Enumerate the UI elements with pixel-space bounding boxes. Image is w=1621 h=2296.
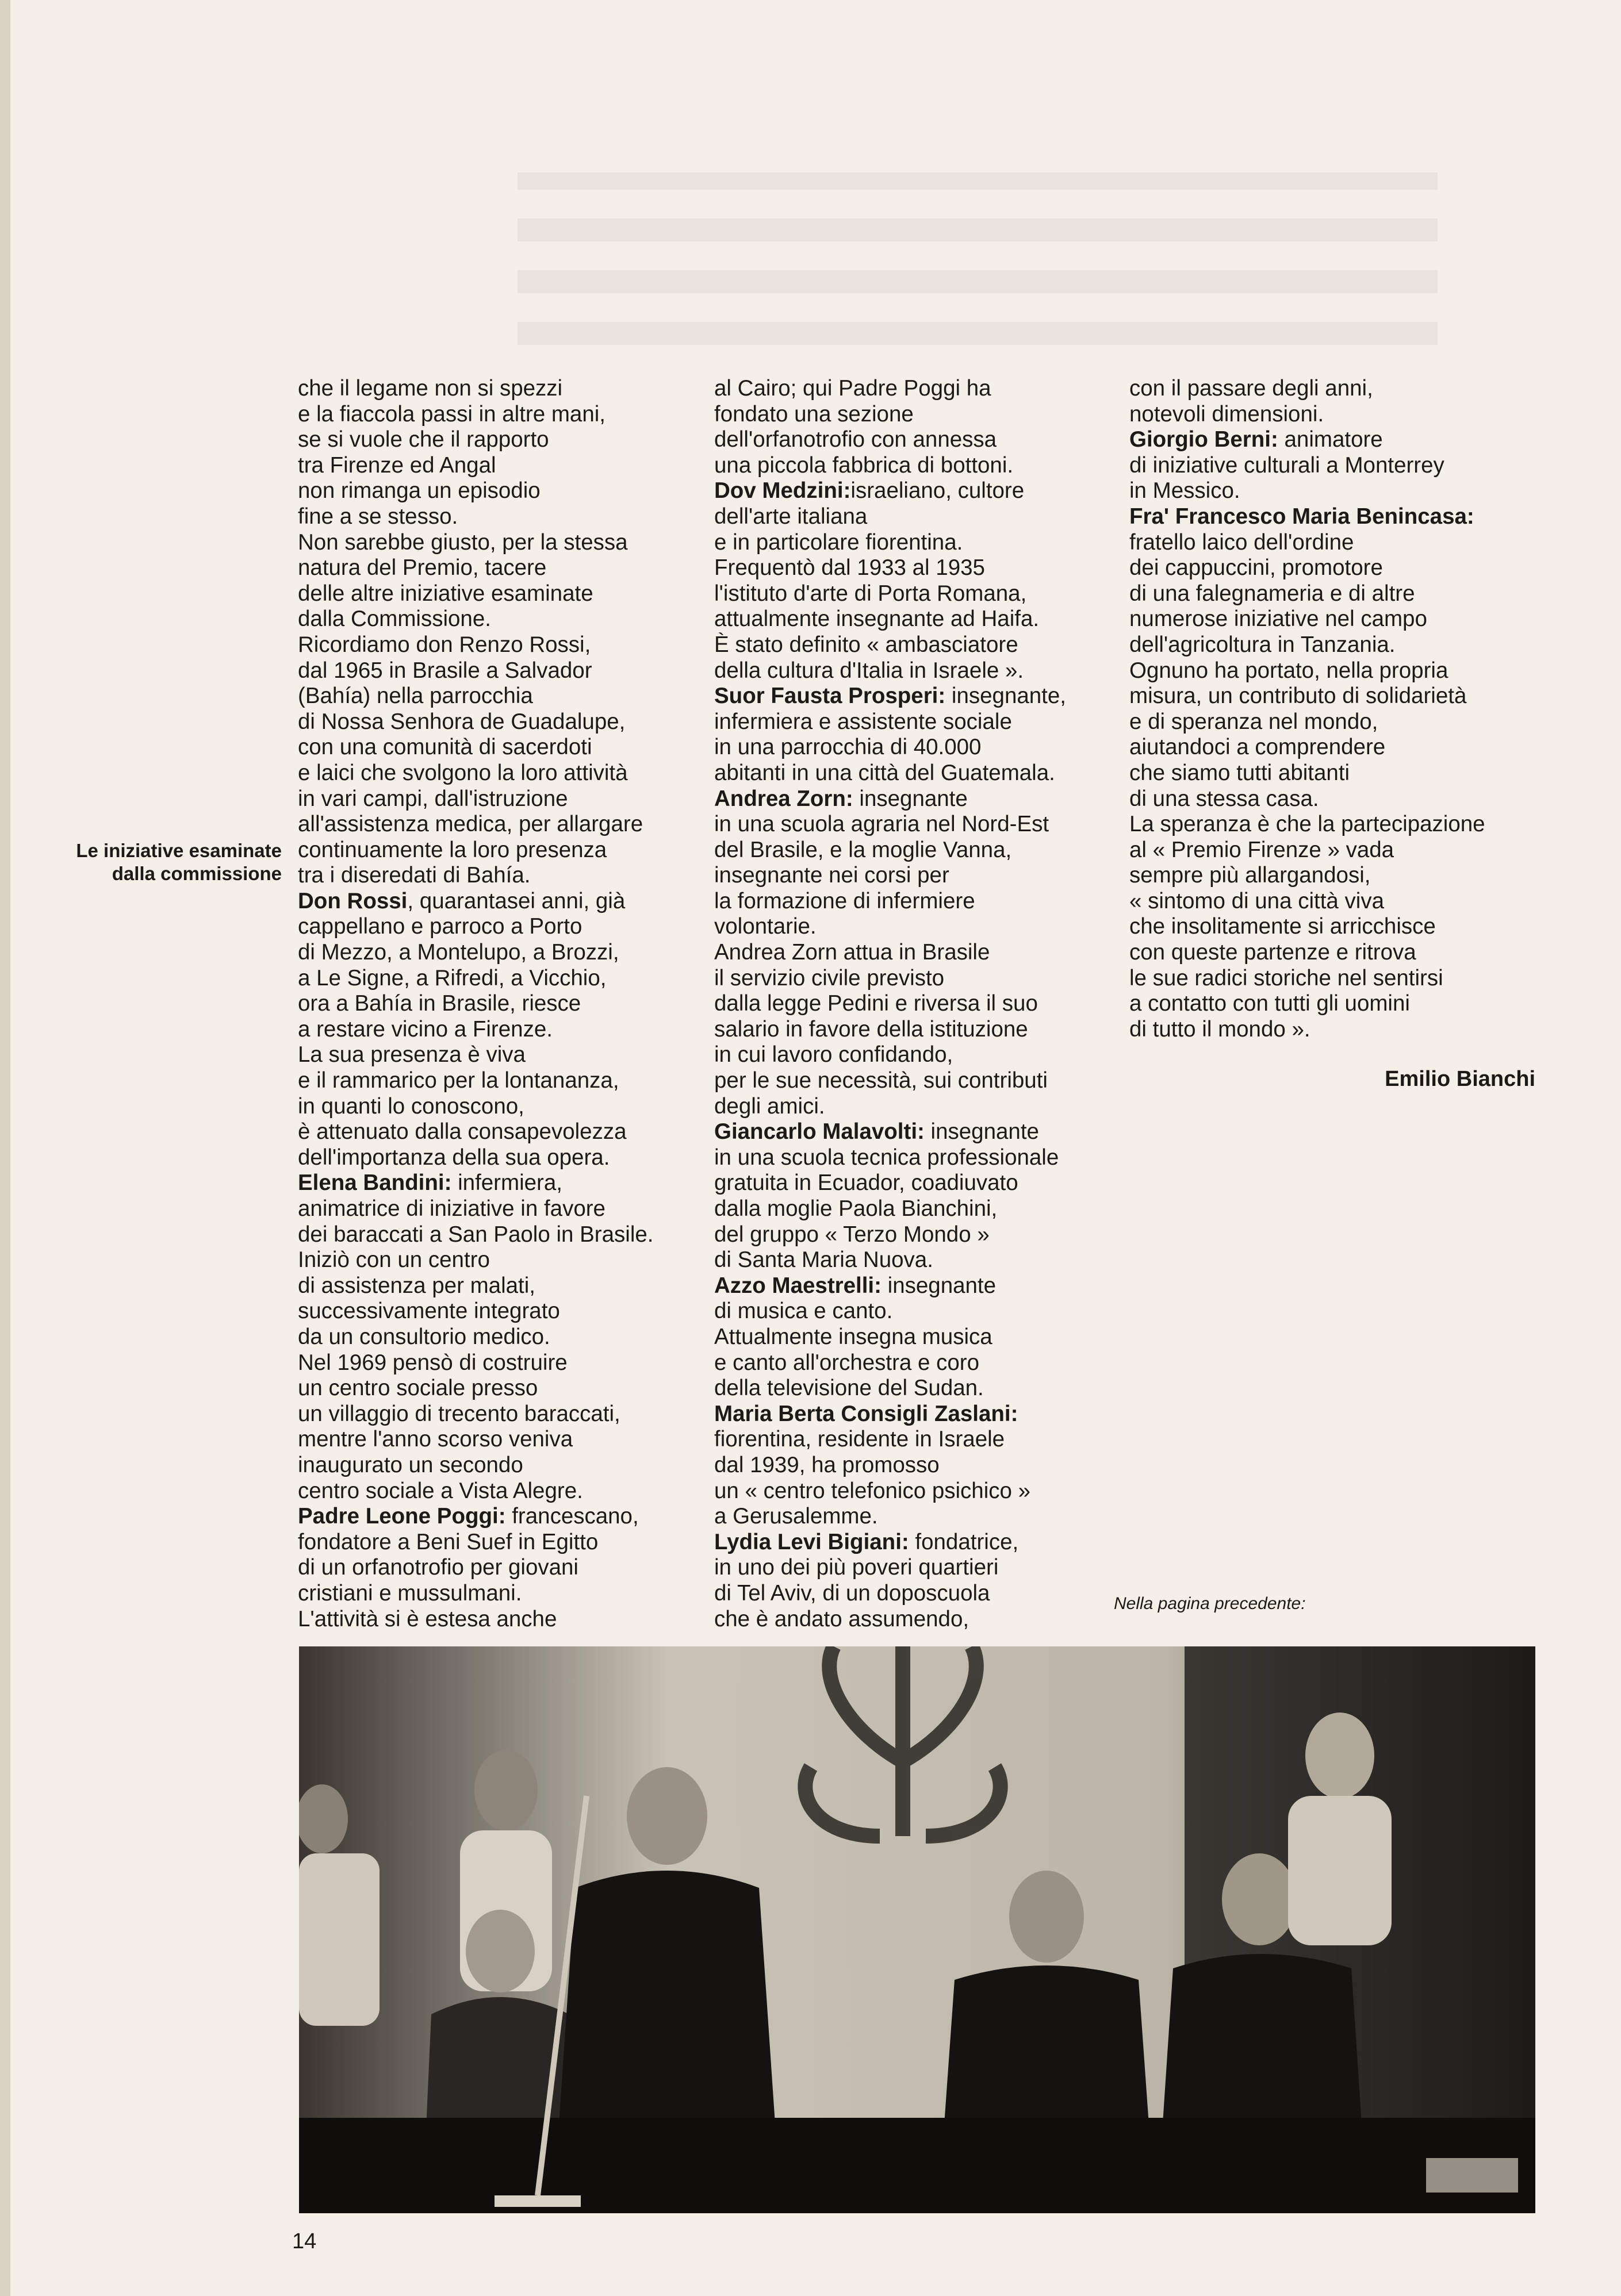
bold-name: Fra' Francesco Maria Benincasa: [1129,504,1474,529]
bold-name: Dov Medzini: [714,478,851,504]
text-run: Andrea Zorn attua in Brasile [714,940,990,965]
text-run: Iniziò con un centro [298,1247,490,1273]
text-line [298,453,700,479]
text-line [298,1145,700,1171]
text-run: le sue radici storiche nel sentirsi [1129,965,1443,990]
text-run: di Nossa Senhora de Guadalupe, [298,709,626,734]
text-run: con una comunità di sacerdoti [298,735,592,760]
text-line [298,427,700,453]
text-line [714,1247,1117,1273]
text-line [298,478,700,504]
text-line [714,786,1117,812]
text-line [714,812,1117,838]
text-run: Ricordiamo don Renzo Rossi, [298,632,591,657]
text-run: dei baraccati a San Paolo in Brasile. [298,1222,654,1247]
text-line [298,991,700,1017]
ceremony-photo-drawing [299,1646,1535,2213]
text-run: dei cappuccini, promotore [1129,555,1383,581]
text-run: che il legame non si spezzi [298,376,563,401]
text-run: cappellano e parroco a Porto [298,914,583,939]
text-line [298,1273,700,1299]
text-line [714,376,1117,402]
bold-name: Lydia Levi Bigiani: [714,1529,909,1554]
text-run: dal 1965 in Brasile a Salvador [298,658,592,683]
text-column-2 [714,376,1117,1632]
text-run: a contatto con tutti gli uomini [1129,991,1410,1016]
text-line [714,889,1117,915]
text-run: notevoli dimensioni. [1129,401,1324,427]
text-run: fine a se stesso. [298,504,458,529]
text-line [1129,453,1532,479]
text-line [714,709,1117,735]
text-line [298,1607,700,1633]
text-run: di assistenza per malati, [298,1273,535,1298]
text-line [298,1427,700,1453]
text-run: in una scuola tecnica professionale [714,1145,1059,1170]
text-run: Ognuno ha portato, nella propria [1129,658,1448,683]
text-line [298,914,700,940]
text-run: fondato una sezione [714,401,914,427]
text-run: dalla Commissione. [298,606,491,632]
text-run: di una stessa casa. [1129,786,1319,811]
text-line [1129,478,1532,504]
text-line [714,1042,1117,1068]
text-line [714,684,1117,709]
text-line [714,478,1117,504]
text-line [714,1504,1117,1530]
text-run: della cultura d'Italia in Israele ». [714,658,1024,683]
text-run: a Gerusalemme. [714,1504,878,1529]
bold-name: Giancarlo Malavolti: [714,1119,925,1145]
text-run: che insolitamente si arricchisce [1129,914,1436,939]
text-run: e laici che svolgono la loro attività [298,760,628,785]
text-line [1129,530,1532,556]
text-run: è attenuato dalla consapevolezza [298,1119,627,1145]
text-line [1129,991,1532,1017]
text-line [714,1402,1117,1427]
text-line [298,1068,700,1094]
text-run: se si vuole che il rapporto [298,427,549,452]
text-line [714,1479,1117,1504]
text-run: non rimanga un episodio [298,478,541,504]
text-run: salario in favore della istituzione [714,1016,1028,1042]
text-line [298,1017,700,1043]
text-run: e canto all'orchestra e coro [714,1350,980,1375]
text-line [1129,606,1532,632]
text-line [714,1453,1117,1479]
text-run: e di speranza nel mondo, [1129,709,1378,734]
text-line [1129,914,1532,940]
text-line [714,914,1117,940]
text-line [1129,812,1532,838]
author-signature: Emilio Bianchi [1385,1067,1535,1091]
text-line [298,504,700,530]
text-run: di una falegnameria e di altre [1129,581,1415,606]
text-line [714,658,1117,684]
text-run: in quanti lo conoscono, [298,1093,524,1119]
text-run: L'attività si è estesa anche [298,1606,557,1631]
ceremony-photo [299,1646,1535,2213]
text-run: una piccola fabbrica di bottoni. [714,452,1014,478]
text-run: fratello laico dell'ordine [1129,529,1354,555]
text-line [298,863,700,889]
text-line [298,735,700,761]
show-through-print [518,172,1438,345]
text-run: israeliano, cultore [850,478,1025,504]
text-line [714,1530,1117,1556]
text-line [1129,940,1532,966]
text-run: insegnante [881,1273,997,1298]
text-line [714,940,1117,966]
text-run: cristiani e mussulmani. [298,1580,522,1606]
text-run: , quarantasei anni, già [407,888,626,913]
text-line [1129,376,1532,402]
text-run: con queste partenze e ritrova [1129,940,1416,965]
text-run: ora a Bahía in Brasile, riesce [298,991,581,1016]
text-run: a Le Signe, a Rifredi, a Vicchio, [298,965,607,990]
text-line [1129,581,1532,607]
text-run: un centro sociale presso [298,1376,538,1401]
text-run: animatore [1278,427,1383,452]
text-line [1129,966,1532,992]
text-line [714,555,1117,581]
text-line [714,1350,1117,1376]
page-number: 14 [292,2229,317,2253]
text-run: La sua presenza è viva [298,1042,526,1068]
bold-name: Don Rossi [298,888,408,913]
text-run: a restare vicino a Firenze. [298,1016,553,1042]
bold-name: Padre Leone Poggi: [298,1504,506,1529]
text-line [298,1196,700,1222]
text-line [298,1402,700,1427]
text-line [298,1094,700,1120]
text-line [298,581,700,607]
text-run: Frequentò dal 1933 al 1935 [714,555,985,581]
text-run: del Brasile, e la moglie Vanna, [714,837,1012,862]
text-line [298,1530,700,1556]
text-run: fondatrice, [909,1529,1019,1554]
text-run: dell'importanza della sua opera. [298,1145,610,1170]
text-run: in cui lavoro confidando, [714,1042,953,1068]
bold-name: Elena Bandini: [298,1170,452,1196]
text-run: insegnante, [945,684,1066,709]
text-line [298,530,700,556]
bold-name: Giorgio Berni: [1129,427,1278,452]
text-line [298,1170,700,1196]
text-line [714,1170,1117,1196]
text-run: infermiera e assistente sociale [714,709,1012,734]
text-run: di un orfanotrofio per giovani [298,1555,578,1580]
text-line [298,658,700,684]
text-run: e la fiaccola passi in altre mani, [298,401,606,427]
text-line [298,889,700,915]
text-run: misura, un contributo di solidarietà [1129,684,1467,709]
text-line [1129,402,1532,428]
text-line [298,632,700,658]
text-line [714,838,1117,863]
text-run: dal 1939, ha promosso [714,1452,940,1477]
text-line [298,1350,700,1376]
text-line [298,966,700,992]
text-run: di Santa Maria Nuova. [714,1247,933,1273]
text-line [1129,709,1532,735]
text-line [1129,1017,1532,1043]
text-line [714,1581,1117,1607]
text-line [714,761,1117,786]
text-run: di musica e canto. [714,1299,893,1324]
text-run: animatrice di iniziative in favore [298,1196,606,1221]
text-run: infermiera, [451,1170,562,1196]
text-run: francescano, [505,1504,639,1529]
text-run: sempre più allargandosi, [1129,863,1371,888]
bold-name: Azzo Maestrelli: [714,1273,882,1298]
text-line [298,940,700,966]
text-line [714,1555,1117,1581]
text-line [1129,863,1532,889]
microphone-base [495,2195,581,2207]
text-run: inaugurato un secondo [298,1452,523,1477]
text-run: volontarie. [714,914,817,939]
text-line [714,1376,1117,1402]
text-line [298,812,700,838]
text-run: all'assistenza medica, per allargare [298,812,643,837]
text-line [1129,504,1532,530]
text-run: degli amici. [714,1093,825,1119]
text-run: un « centro telefonico psichico » [714,1478,1031,1503]
text-run: tra Firenze ed Angal [298,452,496,478]
text-line [298,1119,700,1145]
text-line [714,606,1117,632]
text-line [1129,889,1532,915]
text-line [1129,684,1532,709]
text-line [298,1376,700,1402]
text-line [298,761,700,786]
text-line [298,1581,700,1607]
bold-name: Maria Berta Consigli Zaslani: [714,1401,1018,1426]
text-line [298,1479,700,1504]
text-run: Nel 1969 pensò di costruire [298,1350,568,1375]
text-line [298,555,700,581]
text-run: gratuita in Ecuador, coadiuvato [714,1170,1018,1196]
text-run: e in particolare fiorentina. [714,529,963,555]
text-line [298,1453,700,1479]
bold-name: Suor Fausta Prosperi: [714,684,946,709]
text-line [714,966,1117,992]
text-run: « sintomo di una città viva [1129,888,1384,913]
text-column-1 [298,376,700,1632]
text-run: al « Premio Firenze » vada [1129,837,1394,862]
program-booklet [1426,2158,1518,2193]
text-line [298,1324,700,1350]
text-run: in una scuola agraria nel Nord-Est [714,812,1049,837]
text-run: natura del Premio, tacere [298,555,547,581]
text-run: di tutto il mondo ». [1129,1016,1310,1042]
text-line [714,453,1117,479]
text-run: dell'agricoltura in Tanzania. [1129,632,1396,657]
text-line [714,504,1117,530]
text-line [1129,838,1532,863]
text-run: attualmente insegnante ad Haifa. [714,606,1040,632]
text-run: fiorentina, residente in Israele [714,1427,1005,1452]
text-run: aiutandoci a comprendere [1129,735,1386,760]
text-run: (Bahía) nella parrocchia [298,684,533,709]
text-run: Attualmente insegna musica [714,1324,992,1349]
text-run: insegnante [853,786,968,811]
text-line [714,581,1117,607]
text-line [714,1273,1117,1299]
text-line [714,863,1117,889]
text-run: in vari campi, dall'istruzione [298,786,568,811]
text-run: in Messico. [1129,478,1240,504]
text-run: fondatore a Beni Suef in Egitto [298,1529,599,1554]
text-line [714,1094,1117,1120]
side-heading [40,839,282,885]
text-line [714,1427,1117,1453]
text-run: dell'arte italiana [714,504,868,529]
text-line [714,1299,1117,1324]
table [299,2118,1535,2213]
text-run: dell'orfanotrofio con annessa [714,427,997,452]
text-run: al Cairo; qui Padre Poggi ha [714,376,991,401]
text-run: che siamo tutti abitanti [1129,760,1350,785]
text-run: insegnante [924,1119,1039,1145]
text-run: che è andato assumendo, [714,1606,969,1631]
text-line [714,1607,1117,1633]
text-run: l'istituto d'arte di Porta Romana, [714,581,1027,606]
text-line [298,838,700,863]
text-line [298,786,700,812]
text-line [298,684,700,709]
text-line [714,1068,1117,1094]
text-line [298,709,700,735]
text-line [714,735,1117,761]
text-column-3 [1129,376,1532,1042]
text-run: e il rammarico per la lontananza, [298,1068,619,1093]
text-line [1129,786,1532,812]
text-run: centro sociale a Vista Alegre. [298,1478,583,1503]
text-line [714,1196,1117,1222]
text-run: la formazione di infermiere [714,888,975,913]
text-line [1129,632,1532,658]
text-line [298,1042,700,1068]
text-run: mentre l'anno scorso veniva [298,1427,573,1452]
text-run: di Tel Aviv, di un doposcuola [714,1580,990,1606]
text-run: Non sarebbe giusto, per la stessa [298,529,628,555]
text-line [714,1017,1117,1043]
text-line [714,1222,1117,1248]
side-heading-line: Le iniziative esaminate [76,840,282,861]
text-line [298,1504,700,1530]
text-line [298,376,700,402]
text-line [298,402,700,428]
text-line [714,402,1117,428]
text-run: per le sue necessità, sui contributi [714,1068,1048,1093]
text-run: insegnante nei corsi per [714,863,949,888]
text-run: del gruppo « Terzo Mondo » [714,1222,990,1247]
bold-name: Andrea Zorn: [714,786,853,811]
text-line [714,1324,1117,1350]
text-line [714,427,1117,453]
text-run: La speranza è che la partecipazione [1129,812,1485,837]
side-heading-line: dalla commissione [112,863,282,884]
text-line [1129,658,1532,684]
text-run: continuamente la loro presenza [298,837,607,862]
text-line [714,1119,1117,1145]
text-line [298,1247,700,1273]
text-line [714,632,1117,658]
text-run: È stato definito « ambasciatore [714,632,1018,657]
text-run: da un consultorio medico. [298,1324,550,1349]
text-run: in una parrocchia di 40.000 [714,735,982,760]
text-run: con il passare degli anni, [1129,376,1373,401]
text-run: il servizio civile previsto [714,965,945,990]
text-run: successivamente integrato [298,1299,560,1324]
caption-line: Nella pagina precedente: [1114,1594,1306,1613]
text-run: dalla legge Pedini e riversa il suo [714,991,1038,1016]
text-run: numerose iniziative nel campo [1129,606,1427,632]
text-run: tra i diseredati di Bahía. [298,863,531,888]
text-run: delle altre iniziative esaminate [298,581,593,606]
text-line [1129,761,1532,786]
text-run: di Mezzo, a Montelupo, a Brozzi, [298,940,619,965]
text-line [714,530,1117,556]
text-line [714,1145,1117,1171]
text-line [1129,555,1532,581]
text-run: di iniziative culturali a Monterrey [1129,452,1444,478]
text-run: della televisione del Sudan. [714,1376,984,1401]
text-run: abitanti in una città del Guatemala. [714,760,1055,785]
text-line [1129,427,1532,453]
text-run: dalla moglie Paola Bianchini, [714,1196,998,1221]
text-run: un villaggio di trecento baraccati, [298,1401,620,1426]
text-line [298,1299,700,1324]
text-line [1129,735,1532,761]
text-run: in uno dei più poveri quartieri [714,1555,999,1580]
text-line [298,1222,700,1248]
text-line [298,606,700,632]
text-line [714,991,1117,1017]
text-line [298,1555,700,1581]
